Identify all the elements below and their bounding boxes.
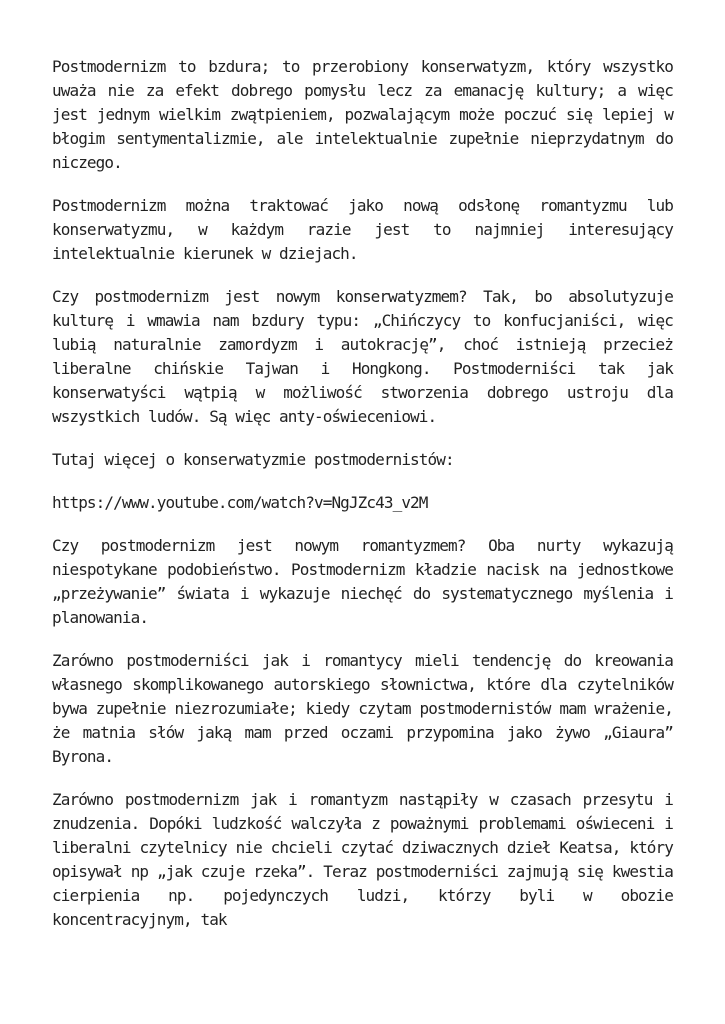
youtube-link[interactable]: https://www.youtube.com/watch?v=NgJZc43_v2M [52,493,428,512]
paragraph-7: Zarówno postmoderniści jak i romantycy mieli tendencję do kreowania własnego skomplikowanego autorskiego słownictwa, które dla czytelników bywa zupełnie niezrozumiałe; kiedy czytam postmodernistów mam wrażenie, że matnia słów jaką mam przed oczami przypomina jako żywo „Giaura” Byrona. [52,651,673,766]
document-body [52,55,673,951]
paragraph-6: Czy postmodernizm jest nowym romantyzmem? Oba nurty wykazują niespotykane podobieństwo. Postmodernizm kładzie nacisk na jednostkowe „przeżywanie” świata i wykazuje niechęć do systematycznego myślenia i planowania. [52,536,673,627]
paragraph-3: Czy postmodernizm jest nowym konserwatyzmem? Tak, bo absolutyzuje kulturę i wmawia nam bzdury typu: „Chińczycy to konfucjaniści, więc lubią naturalnie zamordyzm i autokrację”, choć istnieją przecież liberalne chińskie Tajwan i Hongkong. Postmoderniści tak jak konserwatyści wątpią w możliwość stworzenia dobrego ustroju dla wszystkich ludów. Są więc anty-oświeceniowi. [52,287,673,426]
youtube-link-paragraph [52,491,673,515]
paragraph-4: Tutaj więcej o konserwatyzmie postmodernistów: [52,450,454,469]
paragraph-2: Postmodernizm można traktować jako nową odsłonę romantyzmu lub konserwatyzmu, w każdym razie jest to najmniej interesujący intelektualnie kierunek w dziejach. [52,196,673,263]
paragraph-8: Zarówno postmodernizm jak i romantyzm nastąpiły w czasach przesytu i znudzenia. Dopóki ludzkość walczyła z poważnymi problemami oświeceni i liberalni czytelnicy nie chcieli czytać dziwacznych dzieł Keatsa, który opisywał np „jak czuje rzeka”. Teraz postmoderniści zajmują się kwestia cierpienia np. pojedynczych ludzi, którzy byli w obozie koncentracyjnym, tak [52,790,673,929]
paragraph-1: Postmodernizm to bzdura; to przerobiony konserwatyzm, który wszystko uważa nie za efekt dobrego pomysłu lecz za emanację kultury; a więc jest jednym wielkim zwątpieniem, pozwalającym może poczuć się lepiej w błogim sentymentalizmie, ale intelektualnie zupełnie nieprzydatnym do niczego. [52,57,673,172]
